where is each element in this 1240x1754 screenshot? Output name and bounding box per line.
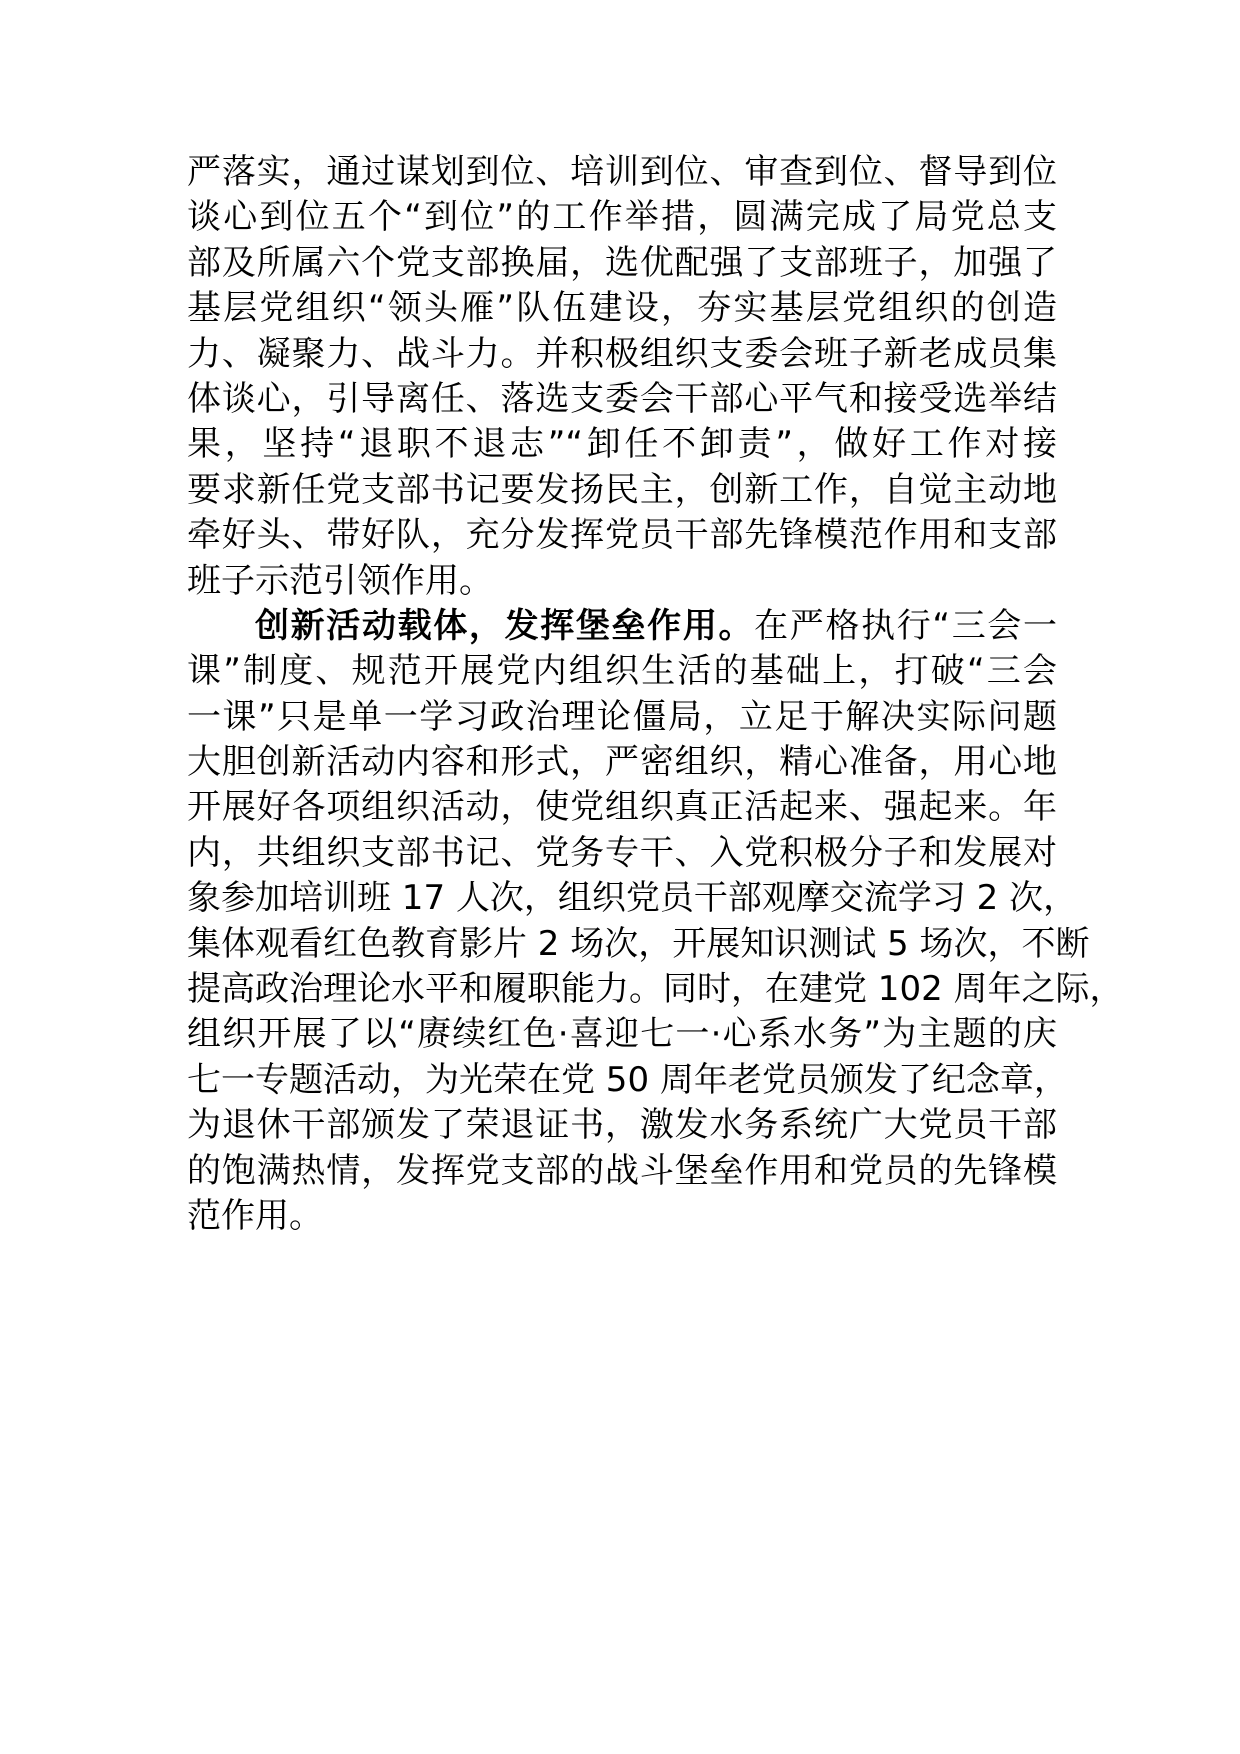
text-line: 的饱满热情，发挥党支部的战斗堡垒作用和党员的先锋模 <box>187 1150 1057 1191</box>
text-line: 体谈心，引导离任、落选支委会干部心平气和接受选举结 <box>187 378 1057 419</box>
text-line: 集体观看红色教育影片 2 场次，开展知识测试 5 场次，不断 <box>187 923 1090 964</box>
document-body <box>187 150 1124 1239</box>
text-line: 为退休干部颁发了荣退证书，激发水务系统广大党员干部 <box>187 1105 1057 1146</box>
text-line: 组织开展了以“赓续红色·喜迎七一·心系水务”为主题的庆 <box>187 1014 1057 1055</box>
text-line: 范作用。 <box>187 1195 323 1236</box>
text-line: 谈心到位五个“到位”的工作举措，圆满完成了局党总支 <box>187 197 1057 238</box>
text-line: 提高政治理论水平和履职能力。同时，在建党 102 周年之际， <box>187 969 1124 1010</box>
text-line: 班子示范引领作用。 <box>187 560 493 601</box>
text-line: 严落实，通过谋划到位、培训到位、审查到位、督导到位 <box>187 152 1057 192</box>
text-line: 内，共组织支部书记、党务专干、入党积极分子和发展对 <box>187 832 1057 873</box>
text-line: 基层党组织“领头雁”队伍建设，夯实基层党组织的创造 <box>187 288 1057 329</box>
paragraph-1 <box>187 150 1057 604</box>
paragraph-first-line <box>187 604 1057 649</box>
text-line: 象参加培训班 17 人次，组织党员干部观摩交流学习 2 次， <box>187 878 1078 919</box>
text-line: 开展好各项组织活动，使党组织真正活起来、强起来。年 <box>187 787 1057 828</box>
text-line: 果，坚持“退职不退志”“卸任不卸责”，做好工作对接 <box>187 424 1057 465</box>
text-line: 部及所属六个党支部换届，选优配强了支部班子，加强了 <box>187 242 1057 283</box>
text-line: 一课”只是单一学习政治理论僵局，立足于解决实际问题 <box>187 696 1057 737</box>
text-line: 力、凝聚力、战斗力。并积极组织支委会班子新老成员集 <box>187 333 1057 374</box>
text-line: 要求新任党支部书记要发扬民主，创新工作，自觉主动地 <box>187 469 1057 510</box>
paragraph-lead-heading: 创新活动载体，发挥堡垒作用。 <box>255 605 755 646</box>
text-line: 七一专题活动，为光荣在党 50 周年老党员颁发了纪念章， <box>187 1059 1068 1100</box>
text-line: 大胆创新活动内容和形式，严密组织，精心准备，用心地 <box>187 742 1057 783</box>
text-line: 课”制度、规范开展党内组织生活的基础上，打破“三会 <box>187 651 1057 692</box>
paragraph-2 <box>187 604 1124 1239</box>
text-segment: 在严格执行“三会一 <box>754 605 1057 646</box>
text-line: 牵好头、带好队，充分发挥党员干部先锋模范作用和支部 <box>187 515 1057 556</box>
